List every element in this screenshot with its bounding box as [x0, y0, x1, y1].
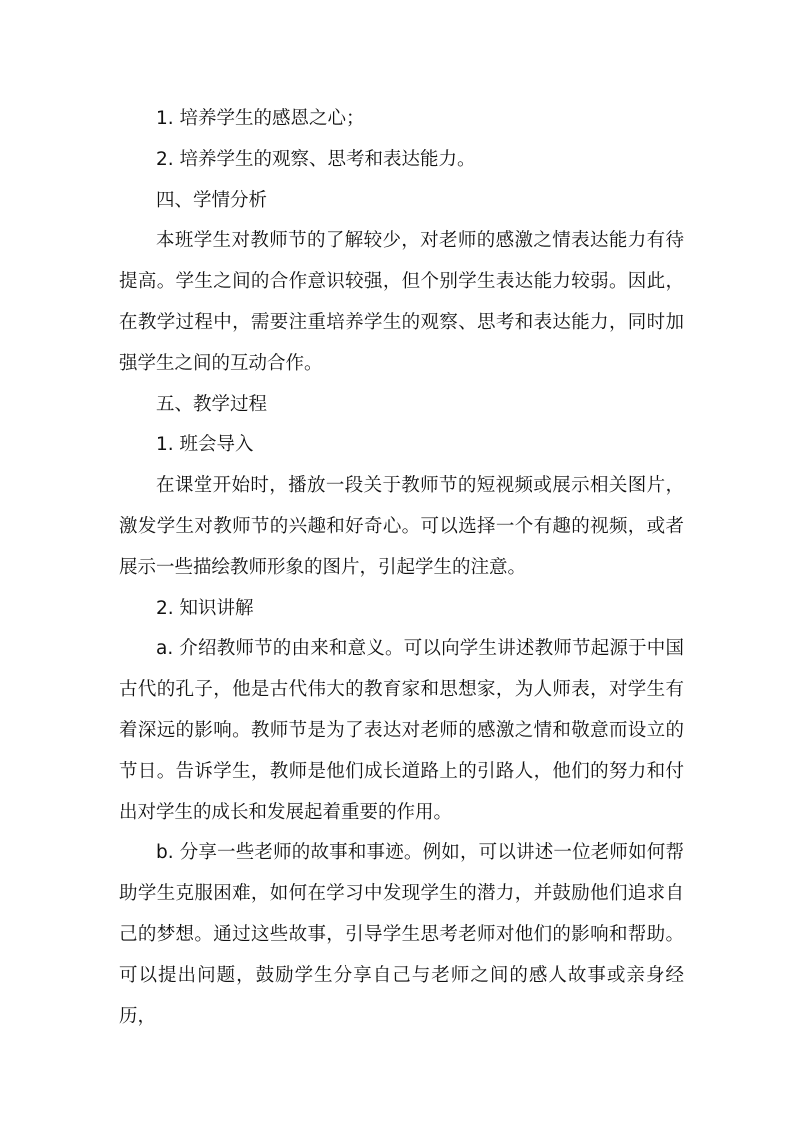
- paragraph-class-intro: 在课堂开始时，播放一段关于教师节的短视频或展示相关图片，激发学生对教师节的兴趣和好奇心。可以选择一个有趣的视频，或者展示一些描绘教师形象的图片，引起学生的注意。: [119, 475, 684, 578]
- document-body: [119, 99, 684, 1037]
- list-item-goal-1: 1. 培养学生的感恩之心；: [156, 108, 365, 129]
- paragraph-knowledge-a: a. 介绍教师节的由来和意义。可以向学生讲述教师节起源于中国古代的孔子，他是古代伟大的教育家和思想家，为人师表，对学生有着深远的影响。教师节是为了表达对老师的感激之情和敬意而设立的节日。告诉学生，教师是他们成长道路上的引路人，他们的努力和付出对学生的成长和发展起着重要的作用。: [119, 638, 684, 823]
- list-item-goal-2: 2. 培养学生的观察、思考和表达能力。: [156, 148, 476, 170]
- section-heading-learning-analysis: 四、学情分析: [156, 189, 268, 211]
- subheading-knowledge: 2. 知识讲解: [156, 597, 254, 619]
- paragraph-learning-analysis: 本班学生对教师节的了解较少，对老师的感激之情表达能力有待提高。学生之间的合作意识较强，但个别学生表达能力较弱。因此，在教学过程中，需要注重培养学生的观察、思考和表达能力，同时加强学生之间的互动合作。: [119, 230, 684, 374]
- subheading-class-intro: 1. 班会导入: [156, 434, 254, 456]
- section-heading-teaching-process: 五、教学过程: [156, 393, 268, 415]
- paragraph-knowledge-b: b. 分享一些老师的故事和事迹。例如，可以讲述一位老师如何帮助学生克服困难，如何在学习中发现学生的潜力，并鼓励他们追求自己的梦想。通过这些故事，引导学生思考老师对他们的影响和帮助。可以提出问题，鼓励学生分享自己与老师之间的感人故事或亲身经历，: [119, 842, 684, 1027]
